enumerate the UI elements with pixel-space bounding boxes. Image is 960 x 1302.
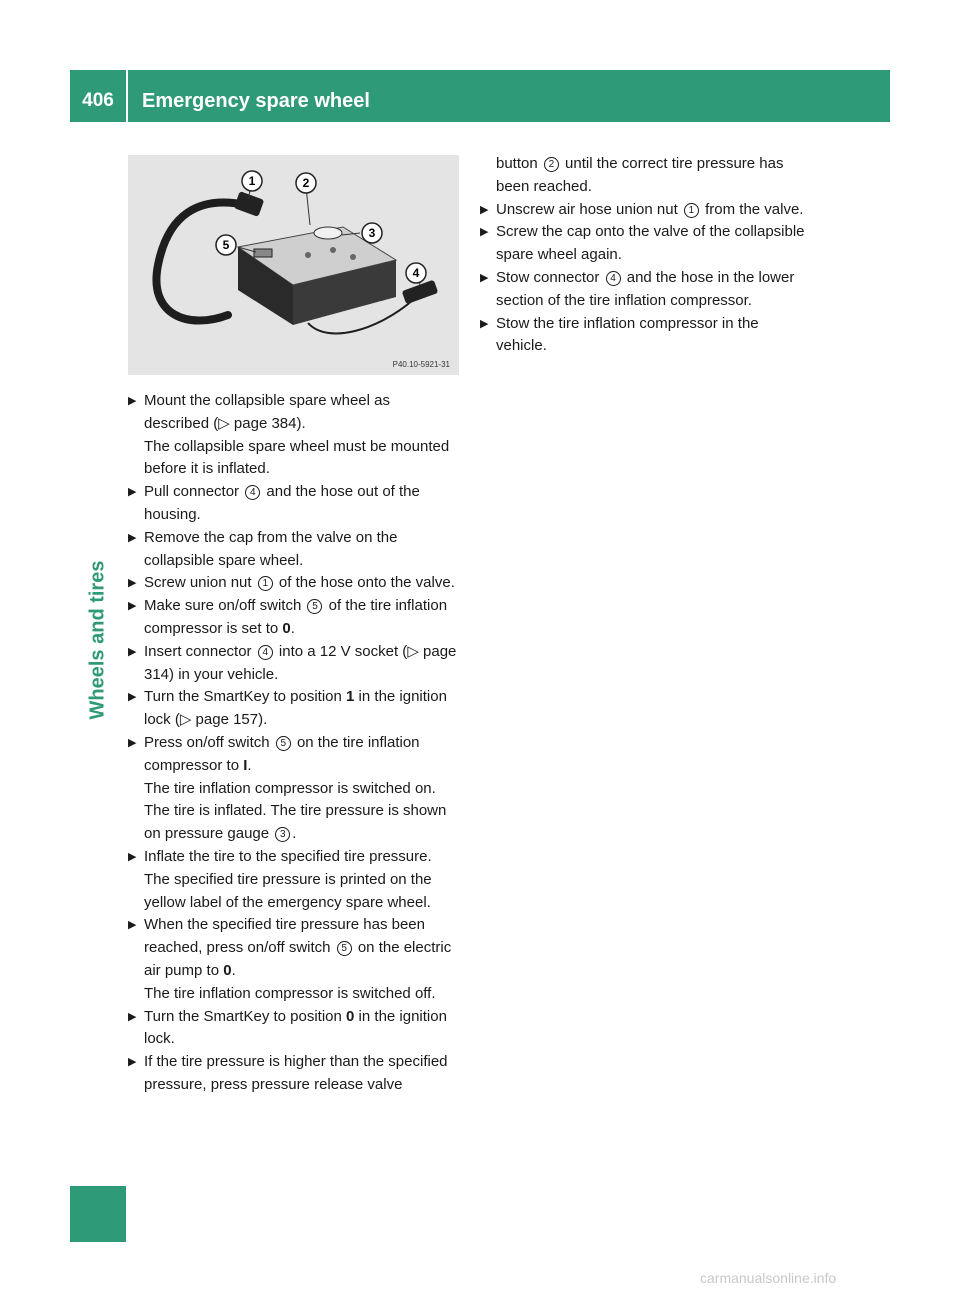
- step-remove-cap: ▶ Remove the cap from the valve on the collapsible spare wheel.: [128, 528, 398, 569]
- arrow-icon: ▶: [480, 226, 489, 239]
- arrow-icon: ▶: [480, 271, 489, 284]
- page-number: 406: [82, 90, 114, 111]
- right-column: [480, 153, 810, 358]
- arrow-icon: ▶: [128, 1010, 137, 1023]
- arrow-icon: ▶: [128, 1056, 137, 1069]
- arrow-icon: ▶: [128, 919, 137, 932]
- step-check-switch: ▶ Make sure on/off switch 5 of the tire inflation compressor is set to 0.: [128, 597, 448, 637]
- step-turn-key-1: ▶ Turn the SmartKey to position 1 in the ignition lock (▷ page 157).: [128, 688, 447, 729]
- note-compressor-on: The tire inflation compressor is switched on. The tire is inflated. The tire pressure is shown on pressure gauge 3 .: [144, 779, 447, 843]
- callout-ref: 5: [337, 941, 352, 956]
- step-stow-compressor: ▶ Stow the tire inflation compressor in the vehicle.: [480, 314, 759, 355]
- step-screw-nut: ▶ Screw union nut 1 of the hose onto the valve.: [128, 572, 458, 595]
- callout-ref: 5: [276, 736, 291, 751]
- callout-ref: 4: [245, 485, 260, 500]
- step-release-pressure: ▶ If the tire pressure is higher than the specified pressure, press pressure release valve: [128, 1053, 448, 1093]
- callout-ref: 4: [258, 645, 273, 660]
- arrow-icon: ▶: [480, 203, 489, 216]
- callout-ref: 5: [307, 599, 322, 614]
- arrow-icon: ▶: [128, 691, 137, 704]
- compressor-illustration: [128, 155, 459, 375]
- step-mount-wheel: ▶ Mount the collapsible spare wheel as described (▷ page 384).: [128, 392, 390, 432]
- page-ref-icon: ▷: [407, 642, 419, 660]
- callout-3-label: 3: [368, 226, 376, 240]
- callout-ref: 1: [258, 576, 273, 591]
- arrow-icon: ▶: [480, 317, 489, 330]
- step-press-switch-off: ▶ When the specified tire pressure has been reached, press on/off switch 5 on the electric air pump to 0.: [128, 916, 452, 979]
- step-stow-connector: ▶ Stow connector 4 and the hose in the lower section of the tire inflation compressor.: [480, 268, 795, 309]
- arrow-icon: ▶: [128, 531, 137, 544]
- callout-5-label: 5: [222, 238, 230, 252]
- arrow-icon: ▶: [128, 850, 137, 863]
- callout-1-label: 1: [248, 174, 256, 188]
- step-unscrew-nut: ▶ Unscrew air hose union nut 1 from the valve.: [480, 199, 810, 222]
- callout-ref: 1: [684, 203, 699, 218]
- callout-ref: 2: [544, 157, 559, 172]
- continued-release-valve: button 2 until the correct tire pressure has been reached.: [496, 155, 784, 195]
- step-press-switch-on: ▶ Press on/off switch 5 on the tire inflation compressor to I.: [128, 733, 420, 774]
- arrow-icon: ▶: [128, 645, 137, 658]
- section-side-label: Wheels and tires: [86, 560, 109, 720]
- left-column: [128, 390, 458, 1097]
- arrow-icon: ▶: [128, 600, 137, 613]
- page-title: Emergency spare wheel: [142, 90, 370, 112]
- page-ref-icon: ▷: [218, 414, 230, 432]
- step-replace-cap: ▶ Screw the cap onto the valve of the collapsible spare wheel again.: [480, 223, 805, 264]
- step-turn-key-0: ▶ Turn the SmartKey to position 0 in the ignition lock.: [128, 1007, 447, 1048]
- figure-code: P40.10-5921-31: [392, 360, 450, 369]
- callout-ref: 3: [275, 827, 290, 842]
- callout-4-label: 4: [412, 266, 420, 280]
- header-divider: [126, 70, 128, 122]
- step-inflate: ▶ Inflate the tire to the specified tire pressure.: [128, 846, 458, 869]
- arrow-icon: ▶: [128, 577, 137, 590]
- arrow-icon: ▶: [128, 395, 137, 407]
- note-mount-wheel: The collapsible spare wheel must be mounted before it is inflated.: [144, 437, 450, 478]
- section-marker: [70, 1186, 126, 1242]
- arrow-icon: ▶: [128, 736, 137, 749]
- note-compressor-off: The tire inflation compressor is switched off.: [144, 984, 436, 1002]
- arrow-icon: ▶: [128, 486, 137, 499]
- callout-ref: 4: [606, 271, 621, 286]
- callout-2-label: 2: [302, 176, 310, 190]
- step-insert-connector: ▶ Insert connector 4 into a 12 V socket (▷ page 314) in your vehicle.: [128, 642, 457, 683]
- note-specified-pressure: The specified tire pressure is printed on the yellow label of the emergency spare wheel.: [144, 870, 432, 911]
- step-pull-connector: ▶ Pull connector 4 and the hose out of the housing.: [128, 483, 420, 523]
- page-ref-icon: ▷: [179, 711, 192, 729]
- watermark: carmanualsonline.info: [700, 1270, 837, 1286]
